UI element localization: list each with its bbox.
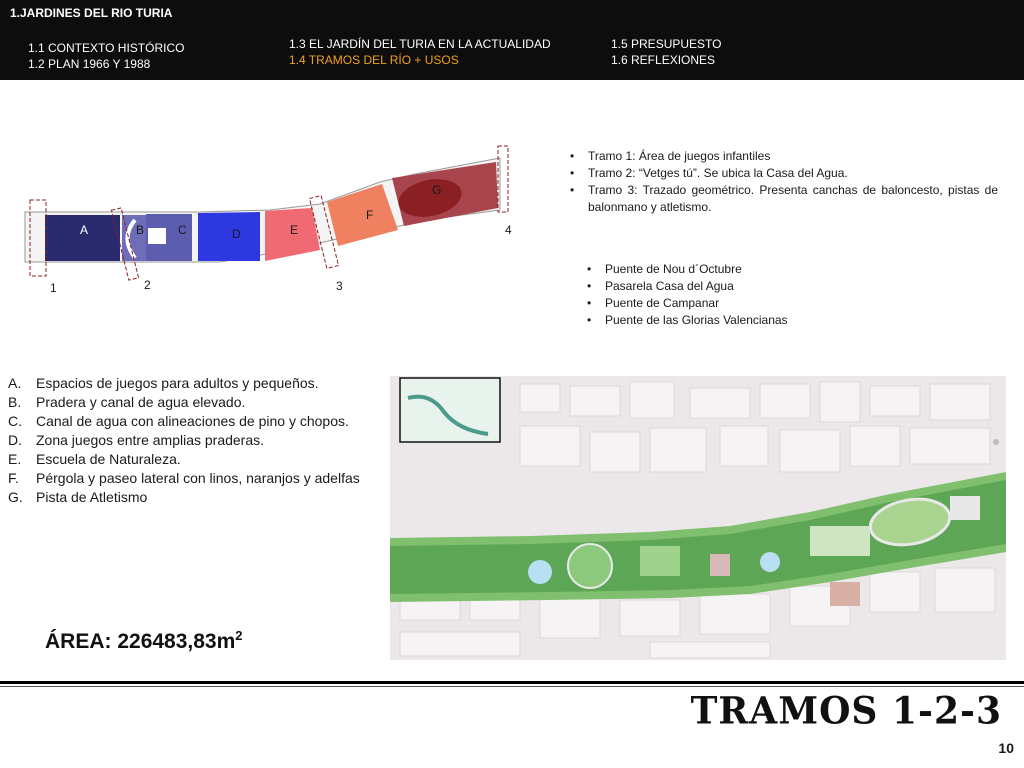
puentes-list (587, 261, 847, 329)
slide-title: TRAMOS 1-2-3 (690, 688, 1002, 734)
legend-text: Pista de Atletismo (36, 489, 148, 505)
legend-text: Pradera y canal de agua elevado. (36, 394, 246, 410)
nav-group-right (611, 36, 721, 68)
puente-item: • Pasarela Casa del Agua (587, 278, 847, 295)
nav-group-mid (289, 36, 551, 68)
legend-key: B. (8, 394, 22, 410)
legend-item (8, 450, 360, 469)
puente-item: • Puente de Nou d´Octubre (587, 261, 847, 278)
zone-label-f: F (366, 208, 374, 222)
footer-rule-thin (0, 686, 1024, 687)
nav-item-presupuesto[interactable]: 1.5 PRESUPUESTO (611, 37, 722, 51)
legend-text: Canal de agua con alineaciones de pino y chopos. (36, 413, 349, 429)
park-circle (568, 544, 612, 588)
legend-item (8, 469, 360, 488)
tramo-item: • Tramo 2: “Vetges tú”. Se ubica la Casa del Agua. (570, 165, 998, 182)
page-number: 10 (998, 740, 1014, 756)
legend-key: D. (8, 432, 22, 448)
legend-text: Espacios de juegos para adultos y pequeños. (36, 375, 319, 391)
zone-label-e: E (290, 223, 299, 237)
header-bar (0, 0, 1024, 80)
legend-key: E. (8, 451, 22, 467)
legend-item (8, 488, 360, 507)
section-number-4: 4 (505, 223, 512, 237)
zone-label-d: D (232, 227, 241, 241)
sports-courts (810, 526, 870, 556)
zones-legend (8, 374, 360, 507)
zone-label-b: B (136, 223, 145, 237)
map-dot (993, 439, 999, 445)
aerial-map (390, 376, 1006, 660)
nav-group-left (28, 40, 184, 72)
pond-2 (760, 552, 780, 572)
legend-key: F. (8, 470, 19, 486)
legend-item (8, 431, 360, 450)
park-building (710, 554, 730, 576)
footer-rule (0, 681, 1024, 684)
nav-item-contexto[interactable]: 1.1 CONTEXTO HISTÓRICO (28, 41, 185, 55)
course-title: 1.JARDINES DEL RIO TURIA (10, 6, 173, 20)
legend-text: Zona juegos entre amplias praderas. (36, 432, 265, 448)
pond (528, 560, 552, 584)
legend-key: A. (8, 375, 22, 391)
section-number-3: 3 (336, 279, 343, 293)
zones-diagram (20, 140, 530, 310)
tramo-item: • Tramo 3: Trazado geométrico. Presenta canchas de baloncesto, pistas de balonmano y atletismo. (570, 182, 998, 216)
legend-item (8, 393, 360, 412)
nav-item-plan[interactable]: 1.2 PLAN 1966 Y 1988 (28, 57, 151, 71)
legend-key: C. (8, 413, 22, 429)
nav-item-tramos-active[interactable]: 1.4 TRAMOS DEL RÍO + USOS (289, 53, 459, 67)
zone-a (45, 215, 120, 261)
park-lawn (640, 546, 680, 576)
nav-item-reflexiones[interactable]: 1.6 REFLEXIONES (611, 53, 716, 67)
section-number-1: 1 (50, 281, 57, 295)
tramo-item: • Tramo 1: Área de juegos infantiles (570, 148, 998, 165)
zone-label-a: A (80, 223, 89, 237)
zone-label-c: C (178, 223, 187, 237)
zone-label-g: G (432, 183, 442, 197)
section-number-2: 2 (144, 278, 151, 292)
legend-text: Escuela de Naturaleza. (36, 451, 181, 467)
zone-d (198, 212, 260, 261)
nav-item-jardin[interactable]: 1.3 EL JARDÍN DEL TURIA EN LA ACTUALIDAD (289, 37, 551, 51)
park-structure (950, 496, 980, 520)
puente-item: • Puente de Campanar (587, 295, 847, 312)
legend-text: Pérgola y paseo lateral con linos, naranjos y adelfas (36, 470, 360, 486)
area-value: ÁREA: $226483,83m^2$ (45, 628, 243, 653)
legend-item (8, 374, 360, 393)
puente-item: • Puente de las Glorias Valencianas (587, 312, 847, 329)
tramos-list (570, 148, 998, 216)
legend-item (8, 412, 360, 431)
legend-key: G. (8, 489, 23, 505)
zone-c-plaza (148, 228, 166, 244)
map-building (830, 582, 860, 606)
